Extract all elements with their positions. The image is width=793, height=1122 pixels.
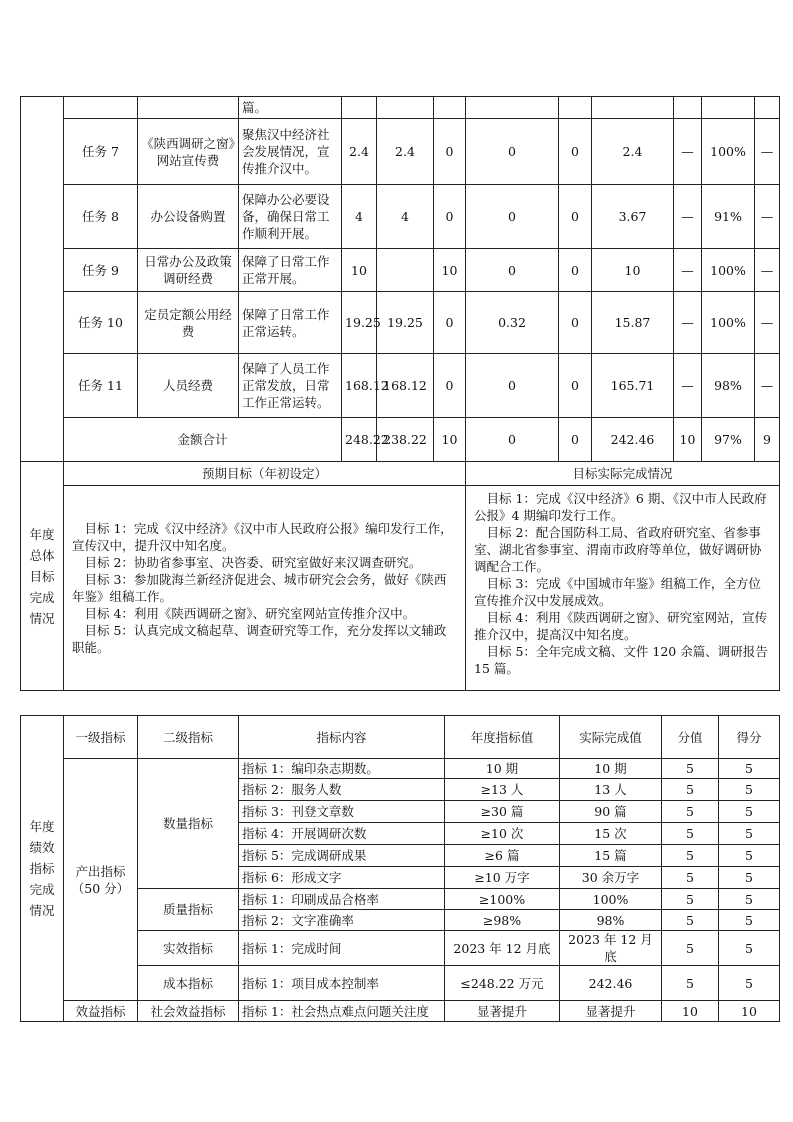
col-header: 指标内容 [239,716,445,759]
cell: 242.46 [560,966,662,1001]
goal-item: 目标 5：认真完成文稿起草、调查研究等工作，充分发挥以文辅政职能。 [72,623,447,655]
indicator-content: 指标 2：服务人数 [239,779,445,801]
indicator-section-label: 年度绩效指标完成情况 [21,716,64,1022]
cell [702,97,755,119]
cell: — [755,119,780,185]
cell: 5 [719,823,780,845]
indicator-table [20,715,780,1022]
cell [559,97,592,119]
cell: — [674,354,702,418]
indicator-content: 指标 3：刊登文章数 [239,801,445,823]
cell: — [674,292,702,354]
cell: — [755,249,780,292]
budget-task-table [20,96,780,691]
cell: 100% [702,119,755,185]
indicator-content: 指标 5：完成调研成果 [239,845,445,867]
task-project [138,97,239,119]
col-header: 得分 [719,716,780,759]
cell: ≥10 万字 [445,867,560,889]
cell: 165.71 [592,354,674,418]
cell: 5 [719,889,780,910]
goal-item: 目标 2：协助省参事室、决咨委、研究室做好来汉调查研究。 [84,555,422,570]
goal-item: 目标 4：利用《陕西调研之窗》、研究室网站宣传推介汉中。 [84,606,416,621]
indicator-content: 指标 2：文字准确率 [239,910,445,931]
cell: 19.25 [377,292,434,354]
cell: 10 [674,418,702,462]
cell: 5 [662,823,719,845]
cell: 4 [342,185,377,249]
cell: 5 [719,779,780,801]
cell: 5 [662,910,719,931]
col-header: 一级指标 [64,716,138,759]
cell: 0 [559,119,592,185]
cell: 30 余万字 [560,867,662,889]
cell: 5 [662,845,719,867]
expected-goals [64,486,466,691]
cell: 4 [377,185,434,249]
indicator-content: 指标 1：印刷成品合格率 [239,889,445,910]
task-name [64,97,138,119]
cell: — [674,119,702,185]
cell: 5 [662,889,719,910]
goal-item: 目标 1：完成《汉中经济》《汉中市人民政府公报》编印发行工作，宣传汉中，提升汉中知名度。 [72,521,453,553]
total-label: 金额合计 [64,418,342,462]
cell: ≥10 次 [445,823,560,845]
cell: 10 [434,249,466,292]
output-indicator-label: 产出指标（50 分） [64,759,138,1001]
task-name: 任务 9 [64,249,138,292]
cell: 5 [662,801,719,823]
cell: 0 [559,249,592,292]
cell: 0 [559,418,592,462]
indicator-content: 指标 4：开展调研次数 [239,823,445,845]
cell: 2023 年 12 月底 [560,931,662,966]
cell: 242.46 [592,418,674,462]
goals-header-row [21,462,780,486]
cell: 10 [662,1001,719,1022]
cell [342,97,377,119]
col-header: 实际完成值 [560,716,662,759]
cell [466,97,559,119]
indicator-header-row [21,716,780,759]
cell: 5 [719,910,780,931]
goal-item: 目标 3：参加陇海兰新经济促进会、城市研究会会务，做好《陕西年鉴》组稿工作。 [72,572,447,604]
task-desc: 保障了人员工作正常发放，日常工作正常运转。 [239,354,342,418]
goal-item: 目标 3：完成《中国城市年鉴》组稿工作，全方位宣传推介汉中发展成效。 [474,576,761,608]
goal-item: 目标 4：利用《陕西调研之窗》、研究室网站，宣传推介汉中，提高汉中知名度。 [474,610,768,642]
table-row [21,97,780,119]
cell: 5 [662,779,719,801]
cell [755,97,780,119]
table-row [21,1001,780,1022]
cell: 5 [662,966,719,1001]
cell: 2023 年 12 月底 [445,931,560,966]
cell: 5 [719,801,780,823]
cell [674,97,702,119]
indicator-content: 指标 1：项目成本控制率 [239,966,445,1001]
cell: 0 [434,119,466,185]
cell: 5 [719,966,780,1001]
cell: 168.12 [342,354,377,418]
cell: 238.22 [377,418,434,462]
cell: 98% [560,910,662,931]
cell [434,97,466,119]
task-name: 任务 8 [64,185,138,249]
cell: 0 [434,185,466,249]
cell: 13 人 [560,779,662,801]
task-desc: 聚焦汉中经济社会发展情况，宣传推介汉中。 [239,119,342,185]
task-name: 任务 10 [64,292,138,354]
indicator-content: 指标 6：形成文字 [239,867,445,889]
task-project: 《陕西调研之窗》网站宣传费 [138,119,239,185]
cell: 0 [466,354,559,418]
goal-item: 目标 2：配合国防科工局、省政府研究室、省参事室、湖北省参事室、渭南市政府等单位，做好调研协调配合工作。 [474,525,762,574]
goal-item: 目标 5：全年完成文稿、文件 120 余篇、调研报告 15 篇。 [474,644,768,676]
cell: 248.22 [342,418,377,462]
cell: — [755,185,780,249]
cell: 100% [560,889,662,910]
cell: 5 [719,759,780,779]
cell: 98% [702,354,755,418]
cell: ≥6 篇 [445,845,560,867]
social-benefit-group: 社会效益指标 [138,1001,239,1022]
cell: 91% [702,185,755,249]
cell: 5 [662,759,719,779]
cost-group: 成本指标 [138,966,239,1001]
cell: 9 [755,418,780,462]
cell: — [755,354,780,418]
expected-goals-header: 预期目标（年初设定） [64,462,466,486]
cell: 5 [719,867,780,889]
table-row [21,185,780,249]
task-project: 人员经费 [138,354,239,418]
col-header: 分值 [662,716,719,759]
cell [377,97,434,119]
table-row [21,292,780,354]
cell: 2.4 [592,119,674,185]
task-project: 办公设备购置 [138,185,239,249]
col-header: 二级指标 [138,716,239,759]
cell: 168.12 [377,354,434,418]
benefit-indicator-label: 效益指标 [64,1001,138,1022]
table-row [21,119,780,185]
cell: 5 [719,931,780,966]
cell: 3.67 [592,185,674,249]
cell: ≥13 人 [445,779,560,801]
table-row [21,249,780,292]
indicator-content: 指标 1：编印杂志期数。 [239,759,445,779]
cell: 10 [342,249,377,292]
task-desc: 保障了日常工作正常开展。 [239,249,342,292]
cell: 10 [434,418,466,462]
actual-goals-header: 目标实际完成情况 [466,462,780,486]
section-label-empty [21,97,64,462]
cell: 0 [559,354,592,418]
cell: 10 [592,249,674,292]
goal-item: 目标 1：完成《汉中经济》6 期、《汉中市人民政府公报》4 期编印发行工作。 [474,491,767,523]
cell: 0 [434,354,466,418]
cell: 10 期 [560,759,662,779]
actual-goals [466,486,780,691]
cell: ≤248.22 万元 [445,966,560,1001]
cell: 显著提升 [560,1001,662,1022]
goals-section-label: 年度总体目标完成情况 [21,462,64,691]
goals-row [21,486,780,691]
cell: 0 [559,185,592,249]
cell: 5 [662,867,719,889]
cell: 0 [559,292,592,354]
cell: — [755,292,780,354]
cell: 10 期 [445,759,560,779]
cell: 100% [702,249,755,292]
indicator-content: 指标 1：完成时间 [239,931,445,966]
cell: 0 [466,119,559,185]
cell: 0 [466,249,559,292]
task-project: 日常办公及政策调研经费 [138,249,239,292]
cell: 0 [466,185,559,249]
cell: 19.25 [342,292,377,354]
cell: ≥98% [445,910,560,931]
cell: 10 [719,1001,780,1022]
cell: 100% [702,292,755,354]
cell: — [674,249,702,292]
cell: 2.4 [377,119,434,185]
timeliness-group: 实效指标 [138,931,239,966]
table-row [21,759,780,779]
task-desc: 保障办公必要设备，确保日常工作顺利开展。 [239,185,342,249]
indicator-content: 指标 1：社会热点难点问题关注度 [239,1001,445,1022]
table-row [21,354,780,418]
cell: 5 [719,845,780,867]
cell: ≥30 篇 [445,801,560,823]
cell: 97% [702,418,755,462]
cell: — [674,185,702,249]
quality-group: 质量指标 [138,889,239,931]
cell: 0.32 [466,292,559,354]
cell: 显著提升 [445,1001,560,1022]
cell: ≥100% [445,889,560,910]
cell: 90 篇 [560,801,662,823]
col-header: 年度指标值 [445,716,560,759]
cell [592,97,674,119]
cell: 15.87 [592,292,674,354]
task-name: 任务 11 [64,354,138,418]
task-project: 定员定额公用经费 [138,292,239,354]
cell: 15 次 [560,823,662,845]
cell: 2.4 [342,119,377,185]
cell: 5 [662,931,719,966]
cell [377,249,434,292]
cell: 0 [434,292,466,354]
cell: 15 篇 [560,845,662,867]
task-name: 任务 7 [64,119,138,185]
cell: 0 [466,418,559,462]
task-desc: 篇。 [239,97,342,119]
task-desc: 保障了日常工作正常运转。 [239,292,342,354]
quantity-group: 数量指标 [138,759,239,889]
total-row [21,418,780,462]
